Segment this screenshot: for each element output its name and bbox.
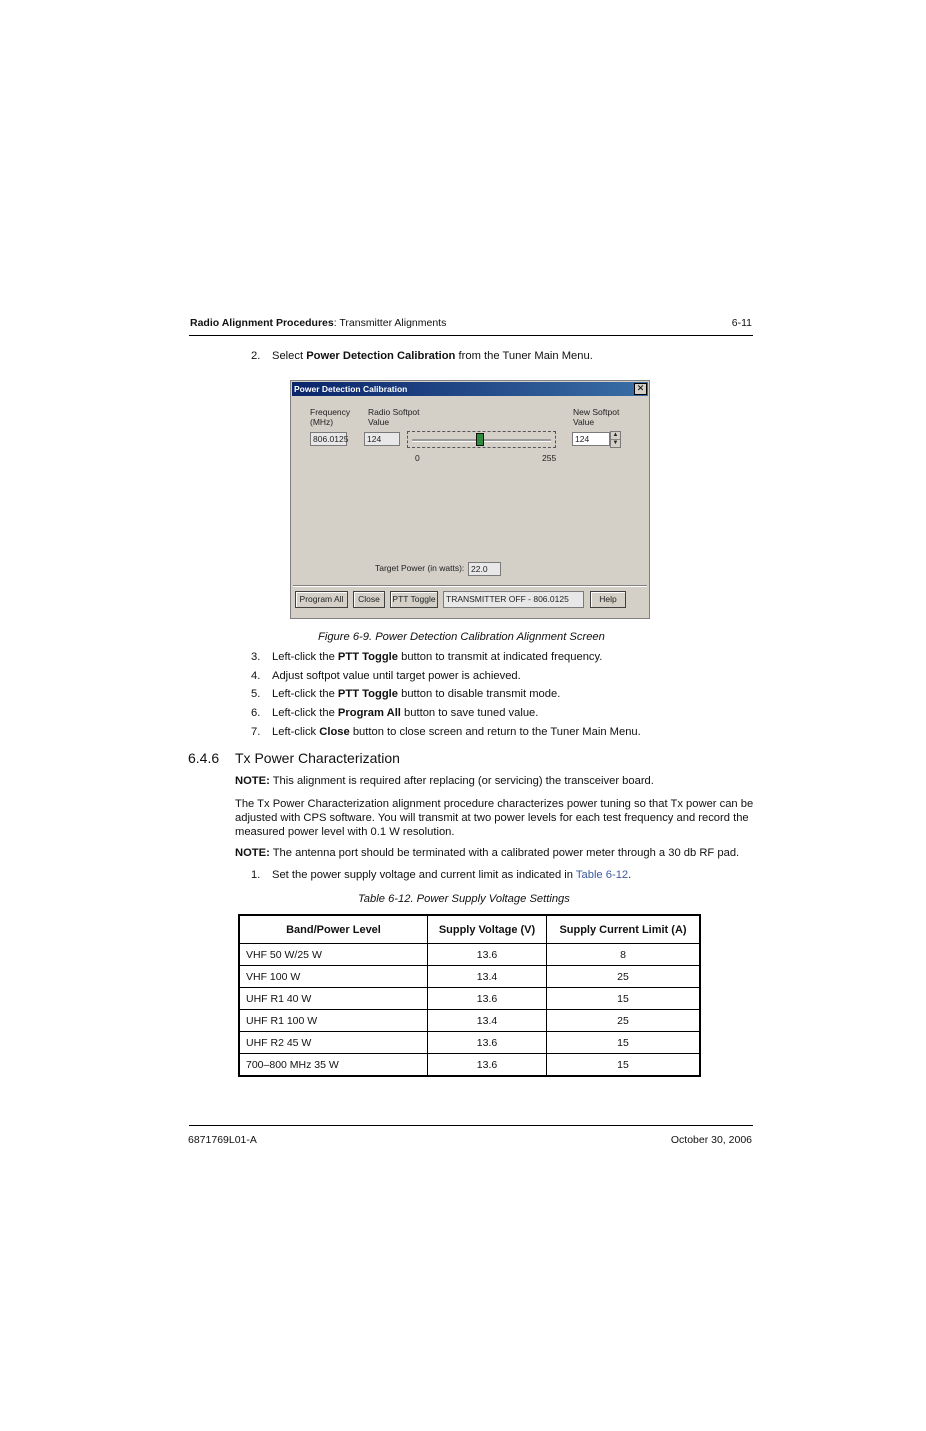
table-cell: 15 bbox=[547, 1032, 701, 1054]
step-text: button to close screen and return to the Tuner Main Menu. bbox=[349, 726, 641, 738]
dialog-title: Power Detection Calibration bbox=[292, 382, 648, 396]
step-text: Adjust softpot value until target power is achieved. bbox=[272, 670, 521, 682]
table-cell: UHF R1 40 W bbox=[239, 988, 428, 1010]
dialog-separator bbox=[293, 585, 647, 587]
step-text: button to transmit at indicated frequency. bbox=[398, 651, 603, 663]
step-bold: PTT Toggle bbox=[337, 688, 398, 700]
spin-down-icon[interactable]: ▼ bbox=[612, 440, 619, 446]
step-2 bbox=[251, 349, 751, 363]
figure-caption: Figure 6-9. Power Detection Calibration Alignment Screen bbox=[318, 631, 605, 643]
column-header: Supply Current Limit (A) bbox=[547, 915, 701, 944]
spin-up-icon[interactable]: ▲ bbox=[612, 432, 619, 438]
table-row bbox=[239, 944, 700, 966]
target-power-label: Target Power (in watts): bbox=[375, 563, 465, 573]
help-button[interactable]: Help bbox=[590, 591, 626, 608]
frequency-label-unit: (MHz) bbox=[310, 417, 334, 427]
step-number: 4. bbox=[251, 670, 261, 682]
step-text: Set the power supply voltage and current limit as indicated in bbox=[272, 869, 576, 881]
program-all-button[interactable]: Program All bbox=[295, 591, 348, 608]
table-cell: UHF R2 45 W bbox=[239, 1032, 428, 1054]
header-subsection: : Transmitter Alignments bbox=[333, 317, 447, 329]
frequency-field: 806.0125 bbox=[310, 432, 347, 446]
section-paragraph: The Tx Power Characterization alignment procedure characterizes power tuning so that Tx power can be adjusted with CPS software. You will transmit at two power levels for each test frequency and record the measured power level with 0.1 W resolution. bbox=[235, 798, 754, 838]
table-cell: VHF 100 W bbox=[239, 966, 428, 988]
column-header: Supply Voltage (V) bbox=[428, 915, 547, 944]
table-row bbox=[239, 966, 700, 988]
table-cell: 15 bbox=[547, 1054, 701, 1077]
table-cell: 700–800 MHz 35 W bbox=[239, 1054, 428, 1077]
table-cell: VHF 50 W/25 W bbox=[239, 944, 428, 966]
step-text: Left-click the bbox=[272, 707, 338, 719]
power-supply-table bbox=[238, 914, 701, 1077]
slider-max-label: 255 bbox=[542, 453, 557, 463]
running-header bbox=[190, 317, 446, 329]
step-number: 6. bbox=[251, 707, 261, 719]
note-2 bbox=[235, 846, 755, 860]
table-cell: 15 bbox=[547, 988, 701, 1010]
note-text: This alignment is required after replacing (or servicing) the transceiver board. bbox=[272, 775, 654, 787]
step-text: button to save tuned value. bbox=[400, 707, 539, 719]
step-7 bbox=[251, 725, 751, 739]
table-row bbox=[239, 1032, 700, 1054]
step-bold: Power Detection Calibration bbox=[306, 350, 456, 362]
table-header-row bbox=[239, 915, 700, 944]
step-bold: PTT Toggle bbox=[337, 651, 398, 663]
new-softpot-label-line: New Softpot bbox=[573, 407, 620, 417]
step-3 bbox=[251, 650, 751, 664]
new-softpot-label bbox=[573, 407, 619, 427]
table-cell: 25 bbox=[547, 966, 701, 988]
new-softpot-label-line: Value bbox=[573, 417, 595, 427]
note-label: NOTE: bbox=[235, 847, 270, 859]
frequency-label-line: Frequency bbox=[310, 407, 351, 417]
table-cell: 13.6 bbox=[428, 988, 547, 1010]
close-button[interactable]: Close bbox=[353, 591, 385, 608]
status-field: TRANSMITTER OFF - 806.0125 bbox=[443, 591, 584, 608]
note-label: NOTE: bbox=[235, 775, 270, 787]
frequency-label bbox=[310, 407, 350, 427]
footer-rule bbox=[189, 1125, 753, 1126]
note-1 bbox=[235, 774, 755, 788]
table-cell: 13.4 bbox=[428, 1010, 547, 1032]
document-date: October 30, 2006 bbox=[670, 1134, 752, 1146]
power-detection-dialog bbox=[290, 380, 650, 619]
table-row bbox=[239, 988, 700, 1010]
note-text: The antenna port should be terminated with a calibrated power meter through a 30 db RF pad. bbox=[272, 847, 740, 859]
step-number: 3. bbox=[251, 651, 261, 663]
step-text: button to disable transmit mode. bbox=[398, 688, 561, 700]
table-link[interactable]: Table 6-12 bbox=[575, 869, 629, 881]
ptt-toggle-button[interactable]: PTT Toggle bbox=[390, 591, 438, 608]
new-softpot-input[interactable]: 124 bbox=[572, 432, 610, 446]
section-heading bbox=[188, 750, 400, 766]
section-title: Tx Power Characterization bbox=[235, 750, 400, 766]
step-4 bbox=[251, 669, 751, 683]
column-header: Band/Power Level bbox=[239, 915, 428, 944]
table-cell: UHF R1 100 W bbox=[239, 1010, 428, 1032]
table-row bbox=[239, 1010, 700, 1032]
step-number: 5. bbox=[251, 688, 261, 700]
step-bold: Close bbox=[319, 726, 350, 738]
step-1 bbox=[251, 868, 751, 882]
table-cell: 13.6 bbox=[428, 1032, 547, 1054]
step-text: Select bbox=[272, 350, 307, 362]
page-number: 6-11 bbox=[731, 317, 752, 329]
table-cell: 13.6 bbox=[428, 1054, 547, 1077]
step-text: from the Tuner Main Menu. bbox=[455, 350, 593, 362]
step-number: 2. bbox=[251, 350, 261, 362]
close-icon[interactable]: ✕ bbox=[634, 383, 647, 395]
softpot-label-line: Radio Softpot bbox=[368, 407, 420, 417]
table-row bbox=[239, 1054, 700, 1077]
slider-thumb[interactable] bbox=[476, 433, 484, 446]
target-power-field: 22.0 bbox=[468, 562, 501, 576]
table-cell: 25 bbox=[547, 1010, 701, 1032]
step-bold: Program All bbox=[337, 707, 401, 719]
new-softpot-spinner[interactable] bbox=[610, 431, 621, 448]
step-5 bbox=[251, 687, 751, 701]
softpot-label-line: Value bbox=[368, 417, 390, 427]
step-text: Left-click the bbox=[272, 651, 338, 663]
step-text: Left-click the bbox=[272, 688, 338, 700]
step-number: 7. bbox=[251, 726, 261, 738]
step-number: 1. bbox=[251, 869, 261, 881]
table-caption: Table 6-12. Power Supply Voltage Settings bbox=[358, 893, 570, 905]
table-cell: 8 bbox=[547, 944, 701, 966]
header-section: Radio Alignment Procedures bbox=[190, 317, 334, 329]
table-cell: 13.4 bbox=[428, 966, 547, 988]
step-text: . bbox=[628, 869, 632, 881]
step-text: Left-click bbox=[272, 726, 320, 738]
softpot-slider[interactable] bbox=[407, 431, 556, 448]
header-rule bbox=[189, 335, 753, 336]
table-cell: 13.6 bbox=[428, 944, 547, 966]
step-6 bbox=[251, 706, 751, 720]
slider-min-label: 0 bbox=[415, 453, 420, 463]
softpot-field: 124 bbox=[364, 432, 400, 446]
softpot-label bbox=[368, 407, 420, 427]
section-number: 6.4.6 bbox=[188, 750, 220, 766]
document-number: 6871769L01-A bbox=[188, 1134, 257, 1146]
